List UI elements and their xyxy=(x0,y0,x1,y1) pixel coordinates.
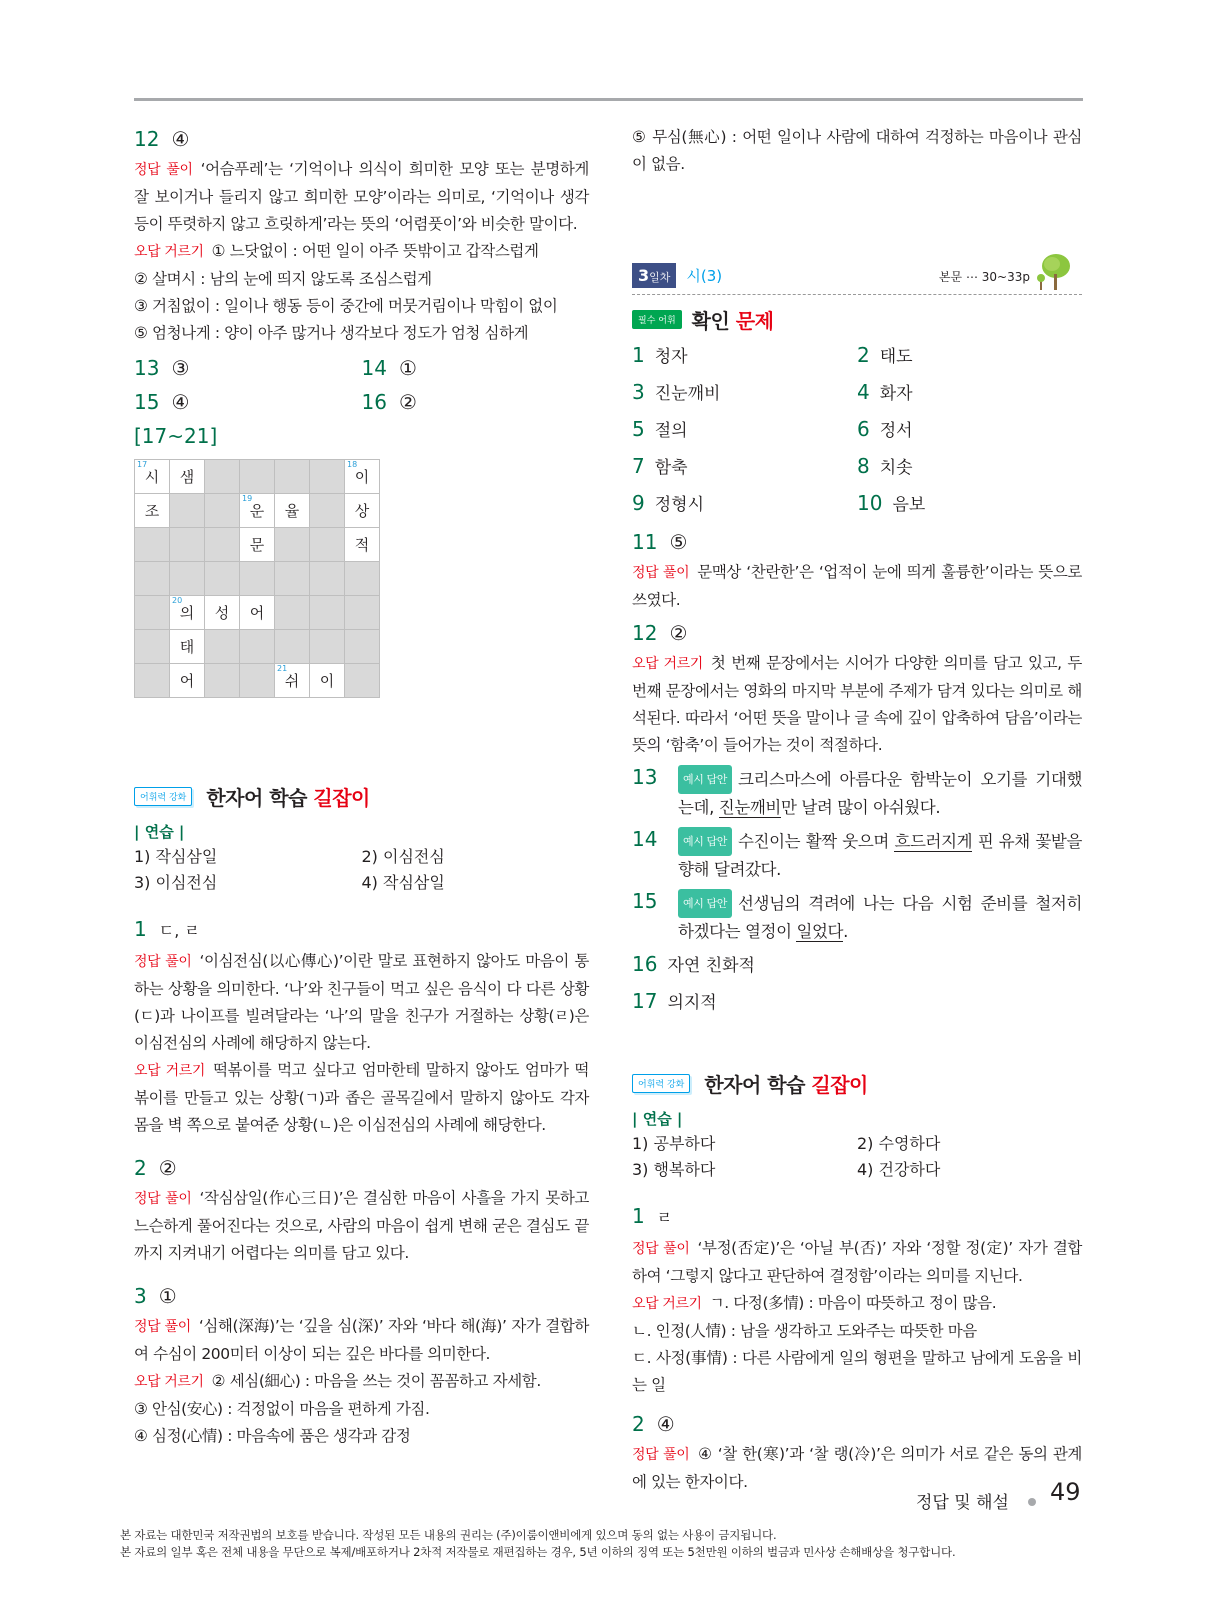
copyright-notice-1: 본 자료는 대한민국 저작권법의 보호를 받습니다. 작성된 모든 내용의 권리는 (주)이룸이앤비에게 있으며 동의 없는 사용이 금지됩니다. xyxy=(120,1528,777,1542)
section-tag: 어휘력 강화 xyxy=(134,787,192,806)
crossword-cell xyxy=(135,630,170,664)
crossword-cell xyxy=(170,596,205,630)
crossword-row xyxy=(135,528,380,562)
crossword-cell xyxy=(205,596,240,630)
crossword-cell xyxy=(310,494,345,528)
a3-explanation: 정답 풀이 ‘심해(深海)’는 ‘깊을 심(深)’ 자와 ‘바다 해(海)’ 자가 결합하여 수심이 200미터 이상이 되는 깊은 바다를 의미한다. xyxy=(134,1317,589,1363)
crossword-cell xyxy=(205,562,240,596)
example-badge: 예시 답안 xyxy=(678,827,732,856)
crossword-cell xyxy=(170,664,205,698)
crossword-letter: 조 xyxy=(144,502,160,520)
question-15-right: 15 예시 답안 선생님의 격려에 나는 다음 시험 준비를 철저히 하겠다는 열정이 일었다. xyxy=(632,889,1082,941)
crossword-row xyxy=(135,562,380,596)
crossword-cell xyxy=(345,460,380,494)
a1-wrong: 오답 거르기 떡볶이를 먹고 싶다고 엄마한테 말하지 않아도 엄마가 떡볶이를 만들고 있는 상황(ㄱ)과 좁은 골목길에서 말하지 않아도 각자 몸을 벽 쪽으로 붙여준 상황(ㄴ)은 이심전심의 사례에 해당한다. xyxy=(134,1061,590,1134)
a3-wrong-2: ④ 심정(心情) : 마음속에 품은 생각과 감정 xyxy=(134,1427,411,1445)
left-column xyxy=(134,124,589,1450)
clue-number: 18 xyxy=(347,460,358,469)
practice-row-1: 1) 공부하다 2) 수영하다 xyxy=(632,1134,941,1153)
range-17-21: [17~21] xyxy=(134,424,218,448)
crossword-cell xyxy=(345,528,380,562)
crossword-cell xyxy=(240,494,275,528)
practice-label: | 연습 | xyxy=(632,1110,683,1128)
crossword-cell xyxy=(170,460,205,494)
crossword-letter: 태 xyxy=(179,638,195,656)
crossword-cell xyxy=(170,562,205,596)
crossword-cell xyxy=(310,596,345,630)
a1-right-wrong-0: 오답 거르기 ㄱ. 다정(多情) : 마음이 따뜻하고 정이 많음. xyxy=(632,1294,997,1312)
top-rule xyxy=(134,98,1083,101)
crossword-cell xyxy=(135,664,170,698)
crossword-letter: 의 xyxy=(179,604,195,622)
practice-row-2: 3) 이심전심 4) 작심삼일 xyxy=(134,873,445,892)
crossword-letter: 샘 xyxy=(179,468,195,486)
crossword-cell xyxy=(205,528,240,562)
a2-right-explanation: 정답 풀이 ④ ‘찰 한(寒)’과 ‘찰 랭(冷)’은 의미가 서로 같은 동의 관계에 있는 한자이다. xyxy=(632,1445,1082,1491)
a2-explanation: 정답 풀이 ‘작심삼일(作心三日)’은 결심한 마음이 사흘을 가지 못하고 느슨하게 풀어진다는 것으로, 사람의 마음이 쉽게 변해 굳은 결심도 끝까지 지켜내기 어렵다는 의미를 담고 있다. xyxy=(134,1189,590,1262)
footer-section-label: 정답 및 해설 xyxy=(916,1493,1009,1513)
day-title: 시(3) xyxy=(686,266,723,285)
a3-wrong-1: ③ 안심(安心) : 걱정없이 마음을 편하게 가짐. xyxy=(134,1400,430,1418)
example-badge: 예시 답안 xyxy=(678,889,732,918)
crossword-cell xyxy=(310,562,345,596)
crossword-row xyxy=(135,664,380,698)
crossword-cell xyxy=(345,562,380,596)
a1-right-explanation: 정답 풀이 ‘부정(否定)’은 ‘아닐 부(否)’ 자와 ‘정할 정(定)’ 자가 결합하여 ‘그렇지 않다고 판단하여 결정함’이라는 의미를 지닌다. xyxy=(632,1239,1083,1285)
question-16-right: 16 자연 친화적 xyxy=(632,952,755,976)
crossword-cell xyxy=(275,664,310,698)
crossword-cell xyxy=(135,562,170,596)
check-head xyxy=(632,305,1082,334)
crossword-cell xyxy=(135,460,170,494)
continued-item: ⑤ 무심(無心) : 어떤 일이나 사람에 대하여 걱정하는 마음이나 관심이 없음. xyxy=(632,128,1082,173)
crossword-cell xyxy=(205,664,240,698)
crossword-row xyxy=(135,596,380,630)
crossword-cell xyxy=(310,630,345,664)
crossword-cell xyxy=(170,630,205,664)
a1-right-wrong-2: ㄷ. 사정(事情) : 다른 사람에게 일의 형편을 말하고 남에게 도움을 비는 일 xyxy=(632,1349,1082,1394)
crossword-cell xyxy=(310,460,345,494)
crossword-cell xyxy=(135,596,170,630)
a1-right-wrong-1: ㄴ. 인정(人情) : 남을 생각하고 도와주는 따뜻한 마음 xyxy=(632,1322,977,1340)
question-12: 12 ④ xyxy=(134,127,190,151)
footer-dot xyxy=(1028,1498,1036,1506)
day-badge: 3일차 xyxy=(632,263,676,288)
crossword-letter: 이 xyxy=(354,468,370,486)
question-14-right: 14 예시 답안 수진이는 활짝 웃으며 흐드러지게 핀 유채 꽃밭을 향해 달려갔다. xyxy=(632,827,1082,879)
crossword-cell xyxy=(205,494,240,528)
check-items xyxy=(632,338,1082,523)
q12-right-wrong: 오답 거르기 첫 번째 문장에서는 시어가 다양한 의미를 담고 있고, 두 번째 문장에서는 영화의 마지막 부분에 주제가 담겨 있다는 의미로 해석된다. 따라서 ‘어떤 뜻을 말이나 글 속에 깊이 압축하여 담음’이라는 뜻의 ‘함축’이 들어가는 것이 적절하다. xyxy=(632,654,1082,754)
section-title: 한자어 학습 길잡이 xyxy=(206,786,370,810)
question-17-right: 17 의지적 xyxy=(632,989,717,1013)
crossword-grid xyxy=(134,459,380,698)
sub-tag: 필수 어휘 xyxy=(632,310,682,329)
crossword-cell xyxy=(240,528,275,562)
answer-row-15-16: 15 ④ 16 ② xyxy=(134,390,417,414)
check-row: 3 진눈깨비 4 화자 xyxy=(632,380,913,404)
crossword-cell xyxy=(345,630,380,664)
a3-wrong-0: 오답 거르기 ② 세심(細心) : 마음을 쓰는 것이 꼼꼼하고 자세함. xyxy=(134,1372,541,1390)
crossword-letter: 쉬 xyxy=(284,672,300,690)
crossword-cell xyxy=(275,596,310,630)
q12-wrong-1: ② 살며시 : 남의 눈에 띄지 않도록 조심스럽게 xyxy=(134,270,432,288)
check-row: 9 정형시 10 음보 xyxy=(632,491,926,515)
crossword-letter: 상 xyxy=(354,502,370,520)
crossword-letter: 어 xyxy=(249,604,265,622)
clue-number: 20 xyxy=(172,596,183,605)
a1-explanation: 정답 풀이 ‘이심전심(以心傳心)’이란 말로 표현하지 않아도 마음이 통하는 상황을 의미한다. ‘나’와 친구들이 먹고 싶은 음식이 다 다른 상황(ㄷ)과 나이프를 빌려달라는 ‘나’의 말을 친구가 거절하는 상황(ㄹ)은 이심전심의 사례에 해당하지 않는다. xyxy=(134,952,590,1052)
clue-number: 21 xyxy=(277,664,288,673)
crossword-letter: 적 xyxy=(354,536,370,554)
answer-3: 3 ① xyxy=(134,1284,177,1308)
page-number: 49 xyxy=(1050,1478,1081,1506)
practice-row-2: 3) 행복하다 4) 건강하다 xyxy=(632,1160,941,1179)
answer-2: 2 ② xyxy=(134,1156,177,1180)
crossword-cell xyxy=(170,494,205,528)
crossword-cell xyxy=(205,630,240,664)
crossword-cell xyxy=(240,664,275,698)
crossword-letter: 이 xyxy=(319,672,335,690)
crossword-cell xyxy=(345,664,380,698)
clue-number: 19 xyxy=(242,494,253,503)
day-header xyxy=(632,256,1082,295)
crossword-cell xyxy=(345,596,380,630)
question-12-right: 12 ② xyxy=(632,621,688,645)
crossword-letter: 율 xyxy=(284,502,300,520)
crossword-cell xyxy=(135,528,170,562)
q12-wrong-0: 오답 거르기 ① 느닷없이 : 어떤 일이 아주 뜻밖이고 갑작스럽게 xyxy=(134,242,539,260)
question-13-right: 13 예시 답안 크리스마스에 아름다운 함박눈이 오기를 기대했는데, 진눈깨비만 날려 많이 아쉬웠다. xyxy=(632,765,1082,817)
example-badge: 예시 답안 xyxy=(678,765,732,794)
practice-label: | 연습 | xyxy=(134,823,185,841)
check-row: 5 절의 6 정서 xyxy=(632,417,913,441)
crossword-cell xyxy=(275,528,310,562)
crossword-cell xyxy=(310,528,345,562)
question-11: 11 ⑤ xyxy=(632,530,688,554)
answer-2-right: 2 ④ xyxy=(632,1412,675,1436)
tree-icon xyxy=(1032,250,1076,294)
answer-1: 1 ㄷ, ㄹ xyxy=(134,917,200,941)
section-title: 한자어 학습 길잡이 xyxy=(704,1073,868,1097)
sub-title: 확인 문제 xyxy=(691,309,774,333)
crossword-cell xyxy=(345,494,380,528)
crossword-letter: 성 xyxy=(214,604,230,622)
practice-row-1: 1) 작심삼일 2) 이심전심 xyxy=(134,847,445,866)
check-row: 1 청자 2 태도 xyxy=(632,343,913,367)
crossword-row xyxy=(135,630,380,664)
crossword-cell xyxy=(240,460,275,494)
crossword-cell xyxy=(170,528,205,562)
crossword-cell xyxy=(275,494,310,528)
crossword-cell xyxy=(135,494,170,528)
check-row: 7 함축 8 치솟 xyxy=(632,454,913,478)
q12-wrong-2: ③ 거침없이 : 일이나 행동 등이 중간에 머뭇거림이나 막힘이 없이 xyxy=(134,297,558,315)
crossword-cell xyxy=(240,596,275,630)
section-tag: 어휘력 강화 xyxy=(632,1074,690,1093)
crossword-row xyxy=(135,460,380,494)
crossword-cell xyxy=(275,562,310,596)
answer-row-13-14: 13 ③ 14 ① xyxy=(134,356,417,380)
q11-explanation: 정답 풀이 문맥상 ‘찬란한’은 ‘업적이 눈에 띄게 훌륭한’이라는 뜻으로 쓰였다. xyxy=(632,563,1083,609)
crossword-letter: 문 xyxy=(249,536,265,554)
crossword-cell xyxy=(275,460,310,494)
crossword-letter: 어 xyxy=(179,672,195,690)
copyright-notice-2: 본 자료의 일부 혹은 전체 내용을 무단으로 복제/배포하거나 2차적 저작물로 재편집하는 경우, 5년 이하의 징역 또는 5천만원 이하의 벌금과 민사상 손해배상을 청구합니다. xyxy=(120,1545,956,1559)
answer-1-right: 1 ㄹ xyxy=(632,1204,673,1228)
left-section-head xyxy=(134,782,589,811)
right-column xyxy=(632,124,1082,1496)
q12-wrong-3: ⑤ 엄청나게 : 양이 아주 많거나 생각보다 정도가 엄청 심하게 xyxy=(134,324,529,342)
crossword-cell xyxy=(205,460,240,494)
day-page-ref: 본문 ⋯ 30~33p xyxy=(938,270,1030,284)
crossword-cell xyxy=(240,630,275,664)
q12-explanation: 정답 풀이 ‘어슴푸레’는 ‘기억이나 의식이 희미한 모양 또는 분명하게 잘 보이거나 들리지 않고 희미한 모양’이라는 의미로, ‘기억이나 생각 등이 뚜렷하지 않고 흐릿하게’라는 뜻의 ‘어렴풋이’와 비슷한 말이다. xyxy=(134,160,589,233)
crossword-cell xyxy=(310,664,345,698)
crossword-cell xyxy=(240,562,275,596)
clue-number: 17 xyxy=(137,460,148,469)
crossword-letter: 시 xyxy=(144,468,160,486)
right-section-head xyxy=(632,1069,1082,1098)
crossword-row xyxy=(135,494,380,528)
crossword-cell xyxy=(275,630,310,664)
crossword-letter: 운 xyxy=(249,502,265,520)
